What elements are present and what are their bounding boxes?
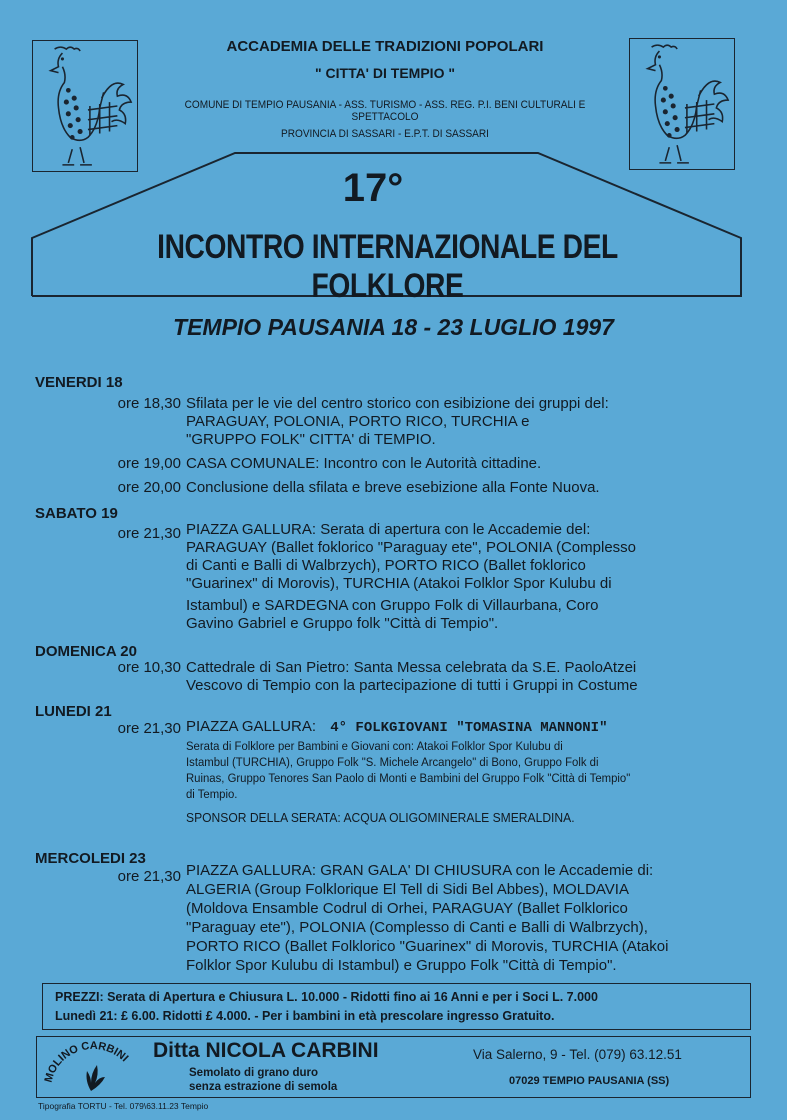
event-time: ore 21,30 bbox=[117, 720, 181, 737]
molino-logo-text: MOLINO CARBINI bbox=[42, 1039, 131, 1084]
printer-credit: Tipografia TORTU - Tel. 079\63.11.23 Tempio bbox=[38, 1101, 209, 1111]
company-tagline: senza estrazione di semola bbox=[189, 1081, 338, 1093]
rooster-logo-left bbox=[32, 40, 138, 172]
event-time: ore 10,30 bbox=[117, 659, 181, 676]
rooster-logo-right bbox=[629, 38, 735, 170]
company-address: Via Salerno, 9 - Tel. (079) 63.12.51 bbox=[473, 1047, 682, 1062]
event-text: CASA COMUNALE: Incontro con le Autorità cittadine. bbox=[186, 455, 542, 472]
event-place-dates: TEMPIO PAUSANIA 18 - 23 LUGLIO 1997 bbox=[173, 314, 614, 340]
event-venue: PIAZZA GALLURA: bbox=[186, 718, 317, 735]
event-text: di Tempio. bbox=[186, 787, 238, 801]
folkgiovani-title: 4° FOLKGIOVANI "TOMASINA MANNONI" bbox=[330, 720, 608, 736]
event-text: di Canti e Balli di Walbrzych), PORTO RICO (Ballet foklorico bbox=[186, 557, 586, 574]
event-time: ore 18,30 bbox=[117, 395, 181, 412]
event-text: Sfilata per le vie del centro storico con esibizione dei gruppi del: bbox=[186, 395, 609, 412]
event-text: Istambul) e SARDEGNA con Gruppo Folk di Villaurbana, Coro bbox=[186, 597, 599, 614]
event-text: Vescovo di Tempio con la partecipazione di tutti i Gruppi in Costume bbox=[186, 677, 638, 694]
prices-box bbox=[42, 983, 751, 1030]
event-text: ALGERIA (Group Folklorique El Tell di Sidi Bel Abbes), MOLDAVIA bbox=[186, 881, 629, 898]
event-text: Conclusione della sfilata e breve esebizione alla Fonte Nuova. bbox=[186, 479, 600, 496]
day-friday: VENERDI 18 bbox=[35, 374, 123, 391]
sponsor-box bbox=[36, 1036, 751, 1098]
day-monday: LUNEDI 21 bbox=[35, 703, 112, 720]
event-text: PARAGUAY (Ballet foklorico "Paraguay ete", POLONIA (Complesso bbox=[186, 539, 636, 556]
event-text: "Paraguay ete"), POLONIA (Complesso di Canti e Balli di Walbrzych), bbox=[186, 919, 648, 936]
event-text: "Guarinex" di Morovis), TURCHIA (Atakoi Folklor Spor Kulubu di bbox=[186, 575, 612, 592]
edition-number: 17° bbox=[342, 166, 404, 210]
company-tagline: Semolato di grano duro bbox=[189, 1067, 319, 1079]
province-line: PROVINCIA DI SASSARI - E.P.T. DI SASSARI bbox=[281, 128, 489, 140]
sponsor-of-evening: SPONSOR DELLA SERATA: ACQUA OLIGOMINERALE SMERALDINA. bbox=[186, 810, 575, 825]
prices-line: Lunedì 21: £ 6.00. Ridotti £ 4.000. - Per i bambini in età prescolare ingresso Gratuito. bbox=[55, 1009, 555, 1023]
event-text: Folklor Spor Kulubu di Istambul) e Gruppo Folk "Città di Tempio". bbox=[186, 957, 617, 974]
event-text: Ruinas, Gruppo Tenores San Paolo di Monti e Bambini del Gruppo Folk "Città di Tempio" bbox=[186, 771, 631, 785]
patrons-line: COMUNE DI TEMPIO PAUSANIA - ASS. TURISMO - ASS. REG. P.I. BENI CULTURALI E SPETTACOLO bbox=[184, 99, 586, 123]
day-wednesday: MERCOLEDI 23 bbox=[35, 850, 146, 867]
rooster-logo-icon bbox=[33, 41, 137, 171]
event-time: ore 19,00 bbox=[117, 455, 181, 472]
rooster-logo-icon bbox=[630, 39, 734, 169]
event-text: Istambul (TURCHIA), Gruppo Folk "S. Michele Arcangelo" di Bono, Gruppo Folk di bbox=[186, 755, 599, 769]
day-sunday: DOMENICA 20 bbox=[35, 643, 137, 660]
svg-text:MOLINO CARBINI bbox=[43, 1040, 131, 1084]
page-title: INCONTRO INTERNAZIONALE DEL FOLKLORE bbox=[157, 228, 618, 305]
event-text: PORTO RICO (Ballet Folklorico "Guarinex" di Morovis, TURCHIA (Atakoi bbox=[186, 938, 669, 955]
event-text: Serata di Folklore per Bambini e Giovani con: Atakoi Folklor Spor Kulubu di bbox=[186, 739, 563, 753]
event-text bbox=[186, 718, 607, 736]
molino-logo-icon bbox=[41, 1039, 141, 1095]
academy-city: " CITTA' DI TEMPIO " bbox=[314, 65, 455, 81]
event-text: Cattedrale di San Pietro: Santa Messa celebrata da S.E. PaoloAtzei bbox=[186, 659, 637, 676]
event-time: ore 20,00 bbox=[117, 479, 181, 496]
event-text: PARAGUAY, POLONIA, PORTO RICO, TURCHIA e bbox=[186, 413, 530, 430]
event-text: PIAZZA GALLURA: GRAN GALA' DI CHIUSURA con le Accademie di: bbox=[186, 862, 654, 879]
event-text: "GRUPPO FOLK" CITTA' di TEMPIO. bbox=[186, 431, 436, 448]
event-text: PIAZZA GALLURA: Serata di apertura con le Accademie del: bbox=[186, 521, 591, 538]
academy-name: ACCADEMIA DELLE TRADIZIONI POPOLARI bbox=[226, 38, 544, 55]
event-text: (Moldova Ensamble Codrul di Orhei, PARAGUAY (Ballet Folklorico bbox=[186, 900, 628, 917]
event-time: ore 21,30 bbox=[117, 868, 181, 885]
company-city: 07029 TEMPIO PAUSANIA (SS) bbox=[509, 1075, 670, 1087]
day-saturday: SABATO 19 bbox=[35, 505, 118, 522]
prices-line: PREZZI: Serata di Apertura e Chiusura L. 10.000 - Ridotti fino ai 16 Anni e per i Soci L. 7.000 bbox=[55, 990, 598, 1004]
event-time: ore 21,30 bbox=[117, 525, 181, 542]
event-text: Gavino Gabriel e Gruppo folk "Città di Tempio". bbox=[186, 615, 499, 632]
company-name: Ditta NICOLA CARBINI bbox=[153, 1039, 379, 1062]
